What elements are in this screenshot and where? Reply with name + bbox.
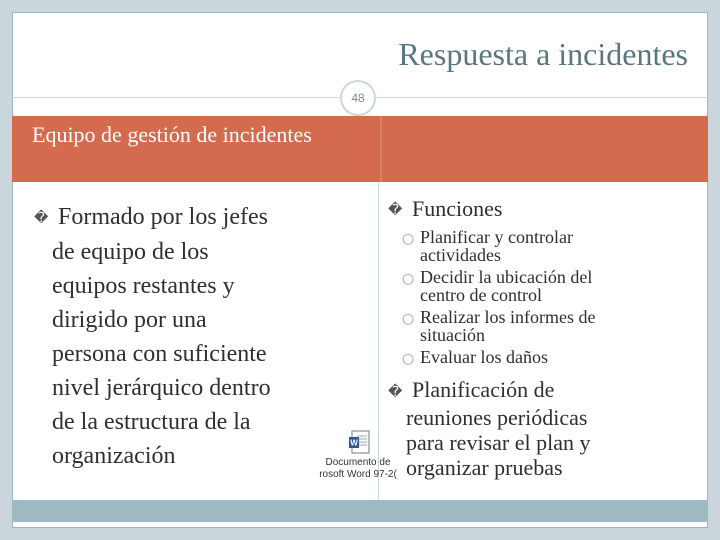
plan-line: organizar pruebas <box>406 454 563 480</box>
funcion-item <box>402 267 703 306</box>
bullet-marker: � <box>34 210 49 227</box>
left-line: organización <box>52 443 176 470</box>
funciones-label: Funciones <box>412 196 503 221</box>
funcion-item <box>402 227 703 266</box>
right-column <box>388 196 703 480</box>
plan-line: reuniones periódicas <box>406 404 588 430</box>
footer-bar <box>12 500 708 522</box>
left-line: nivel jerárquico dentro <box>52 375 271 402</box>
ring-bullet-icon: ○ <box>402 351 415 368</box>
embedded-label-line2: rosoft Word 97-2( <box>319 469 397 480</box>
funcion-text-cont: centro de control <box>420 285 542 306</box>
band-divider <box>380 116 382 182</box>
ring-bullet-icon: ○ <box>402 311 415 328</box>
left-line: Formado por los jefes <box>58 204 268 230</box>
column-divider <box>378 182 379 500</box>
ring-bullet-icon: ○ <box>402 231 415 248</box>
plan-line: Planificación de <box>412 377 555 403</box>
svg-text:W: W <box>350 438 358 448</box>
ring-bullet-icon: ○ <box>402 271 415 288</box>
planificacion-bullet <box>388 377 703 479</box>
page-number-badge: 48 <box>340 80 376 116</box>
funcion-text: Realizar los informes de <box>420 307 596 328</box>
left-line: dirigido por una <box>52 307 207 334</box>
bullet-marker: � <box>388 383 403 400</box>
funcion-item <box>402 307 703 346</box>
left-line: persona con suficiente <box>52 341 267 368</box>
word-document-icon[interactable] <box>349 430 371 454</box>
funciones-bullet <box>388 196 703 223</box>
funcion-text-cont: situación <box>420 325 485 346</box>
bullet-marker: � <box>388 202 403 219</box>
band-title: Equipo de gestión de incidentes <box>32 122 312 147</box>
embedded-object-label[interactable] <box>318 457 398 481</box>
left-line: de la estructura de la <box>52 409 251 436</box>
funcion-text: Decidir la ubicación del <box>420 267 593 288</box>
funcion-text: Planificar y controlar <box>420 227 573 248</box>
funcion-item <box>402 347 703 368</box>
left-column <box>34 200 354 473</box>
slide-title: Respuesta a incidentes <box>398 36 688 72</box>
embedded-label-line1: Documento de <box>325 457 391 468</box>
left-line: equipos restantes y <box>52 273 235 300</box>
plan-line: para revisar el plan y <box>406 429 591 455</box>
funcion-text: Evaluar los daños <box>420 347 548 368</box>
left-line: de equipo de los <box>52 239 209 266</box>
funcion-text-cont: actividades <box>420 245 501 266</box>
